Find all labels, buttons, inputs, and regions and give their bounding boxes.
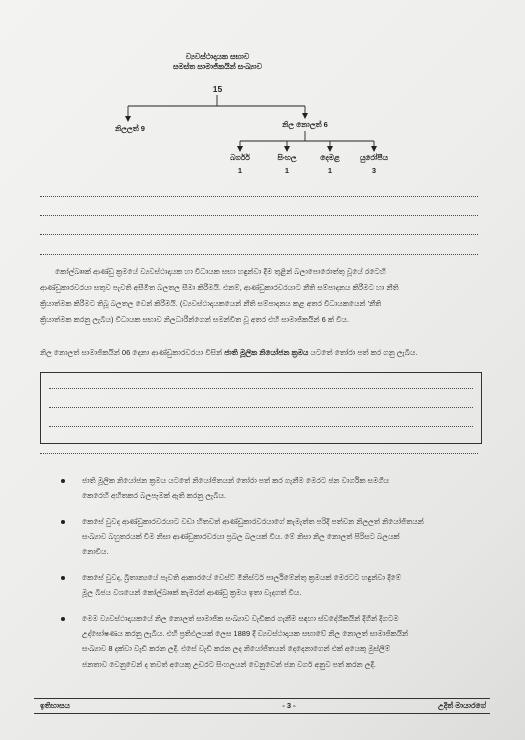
bullet-marker	[61, 617, 65, 621]
bullet-marker	[61, 520, 65, 524]
paragraph-line: ක්‍රියාත්මක කිරීමට තිබූ බලතල වෙන් කිරීමයි. (ව්‍යවස්ථාදායකයෙන් නීති සම්පාදනය කළ අතර විධායකයෙන් 'නීති	[40, 299, 382, 308]
diagram-root-count: 15	[212, 84, 223, 94]
diagram-subnode-count: 1	[327, 166, 333, 175]
bullet-line: කෙසේ වුවද ආණ්ඩුකාරවරයාට වඩා හිතවත් ආණ්ඩුකාරවරයාගේ කැමැත්ත පරිදි පත්වන නිලලත් නියෝජිතයන්	[82, 517, 424, 526]
diagram-subnode-count: 1	[284, 166, 290, 175]
diagram-connectors	[0, 0, 525, 180]
answer-dotted-line	[40, 196, 478, 197]
bullet-line: නොවිය.	[82, 547, 109, 556]
diagram-subnode-count: 1	[237, 166, 243, 175]
diagram-subnode-count: 3	[371, 166, 377, 175]
bullet-line: උද්ඝෝෂණය කරනු ලැබීය. එහි ප්‍රතිඵලයක් ලෙස 1889 දී ව්‍යවස්ථාදායක සභාවේ නිල නොලත් සාමාජිකයින්	[82, 629, 409, 638]
paragraph-2-text: නිල නොලත් සාමාජිකයින් 06 දෙනා ආණ්ඩුකාරවරයා විසින්	[40, 348, 225, 357]
diagram-subnode-label: සිංහල	[277, 153, 297, 162]
bullet-line: මෙම ව්‍යවස්ථාදායකයේ නිල නොලත් සාමාජික සංඛ්‍යාව වැඩිකර ගැනීම සඳහා ස්වදේශිකයින් දිගින් දිගටම	[82, 614, 399, 623]
bullet-line: සංඛ්‍යාව බහුතරයක් වීම නිසා ආණ්ඩුකාරවරයා ප්‍රබල බලයක් විය. මේ නිසා නිල නොලත් පිරිසට බලයක්	[82, 532, 400, 541]
diagram-node-unofficial: නිල නොලත් 6	[282, 120, 328, 129]
diagram-subnode-label: බර්ගර්	[230, 153, 250, 162]
paragraph-line: කෝල්බෲක් ආණ්ඩු ක්‍රමයේ ව්‍යවස්ථාදායක හා විධායක සභා හඳුන්වා දීම තුළින් බලාපොරොත්තු වූයේ රටෙහි	[55, 267, 386, 276]
paragraph-line: ආණ්ඩුකාරවරයා සතුව පැවති අසීමිත බලතල සීමා කිරීමයි. එනම්, ආණ්ඩුකාරවරයාට නීති සම්පාදනය කිරීමට හා නීති	[40, 283, 399, 292]
bullet-marker	[61, 479, 65, 483]
answer-dotted-line	[49, 388, 473, 389]
footer-subject: ඉතිහාසය	[40, 701, 70, 710]
paragraph-2	[40, 348, 482, 358]
answer-dotted-line	[40, 453, 478, 454]
answer-dotted-line	[40, 215, 478, 216]
bullet-line: ජනතාව වෙනුවෙන් ද තවත් අයෙකු උඩරට සිංහලයන් වෙනුවෙන් ජන වර්ග අනුව පත් කරන ලදි.	[82, 660, 376, 669]
footer-author: උදිත් මායාරගේ	[438, 701, 486, 710]
paragraph-2-text: යටතේ තෝරා පත් කර ගනු ලැබීය.	[308, 348, 418, 357]
answer-dotted-line	[40, 234, 478, 235]
bullet-line: කෙසේ වුවද, බ්‍රිතාන්‍යයේ පැවති ආකාරයේ වෙස්ට් මිනිස්ටර් පාර්ලිමේන්තු ක්‍රමයක් මෙරටට හඳුන්වා දීමේ	[82, 573, 402, 582]
paragraph-line: ක්‍රියාත්මක කරනු ලැබීය) විධායක සභාව නිලධාරීන්ගෙන් සමන්විත වූ අතර එහි සාමාජිකයින් 6 ක් විය.	[40, 315, 349, 324]
answer-dotted-line	[49, 426, 473, 427]
bullet-line: මූල බීජය වශයෙන් කෝල්බෲක් කැමරන් ආණ්ඩු ක්‍රමය ඉතා වැදගත් විය.	[82, 588, 302, 597]
diagram-subnode-label: යුරෝපීය	[360, 153, 388, 162]
bullet-marker	[61, 576, 65, 580]
footer-page-number: - 3 -	[282, 701, 296, 710]
bullet-line: කෙරෙහි අහිතකර බලපෑමක් ඇති කරනු ලැබීය.	[82, 491, 227, 500]
answer-dotted-line	[49, 407, 473, 408]
bullet-line: සංඛ්‍යාව 8 දක්වා වැඩි කරන ලදි. එසේ වැඩි කරන ලද නියෝජිතයන් දෙදෙනාගෙන් එක් අයෙකු මුස්ලිම්	[82, 644, 391, 653]
paragraph-2-bold-term: ජාති මූලික නියෝජන ක්‍රමය	[224, 348, 309, 357]
page-footer	[34, 698, 490, 714]
answer-box	[40, 372, 482, 444]
diagram-node-official: නිලලත් 9	[115, 124, 145, 133]
diagram-root-title: ව්‍යවස්ථාදායක සභාව	[185, 52, 250, 61]
diagram-root-subtitle: සමස්ත සාමාජිකයින් සංඛ්‍යාව	[172, 62, 263, 71]
bullet-line: ජාති මූලික නියෝජන ක්‍රමය යටතේ නියෝජිතයන් තෝරා පත් කර ගැනීම මෙරට ජන වාර්ගික සමගිය	[82, 476, 390, 485]
diagram-subnode-label: දෙමළ	[320, 153, 340, 162]
answer-dotted-line	[40, 254, 478, 255]
